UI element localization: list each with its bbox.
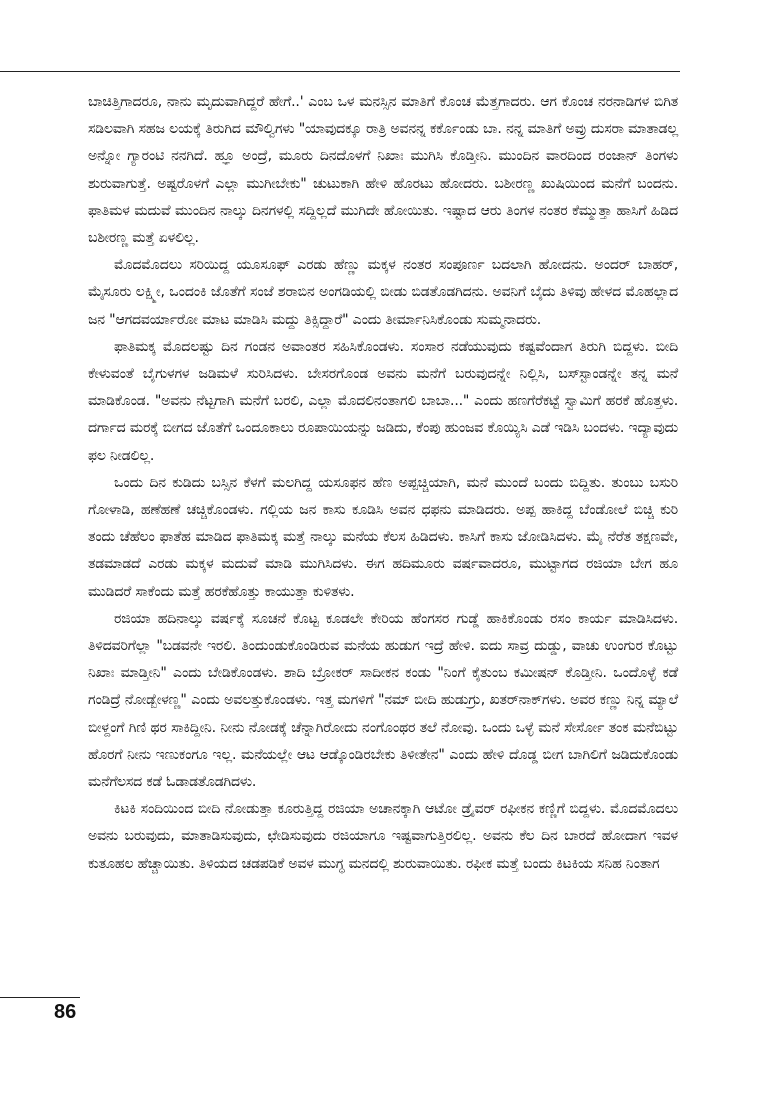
paragraph: ಒಂದು ದಿನ ಕುಡಿದು ಬಸ್ಸಿನ ಕೆಳಗೆ ಮಲಗಿದ್ದ ಯಸೂಫನ ಹೆಣ ಅಪ್ಪಚ್ಚಿಯಾಗಿ, ಮನೆ ಮುಂದೆ ಬಂದು ಬಿದ್ದಿತು. ತುಂಬು ಬಸುರಿ ಗೋಳಾಡಿ, ಹಣೆಹಣೆ ಚಚ್ಚಿಕೊಂಡಳು. ಗಲ್ಲಿಯ ಜನ ಕಾಸು ಕೂಡಿಸಿ ಅವನ ಧಫನು ಮಾಡಿದರು. ಅಪ್ಪ ಹಾಕಿದ್ದ ಬೆಂಡೋಲೆ ಬಿಚ್ಚಿ ಕುರಿ ತಂದು ಚೆಹೆಲಂ ಫಾತೆಹ ಮಾಡಿದ ಫಾತಿಮಕ್ಕ ಮತ್ತೆ ನಾಲ್ಕು ಮನೆಯ ಕೆಲಸ ಹಿಡಿದಳು. ಕಾಸಿಗೆ ಕಾಸು ಜೋಡಿಸಿದಳು. ಮೈ ನೆರೆತ ತಕ್ಷಣವೇ, ತಡಮಾಡದೆ ಎರಡು ಮಕ್ಕಳ ಮದುವೆ ಮಾಡಿ ಮುಗಿಸಿದಳು. ಈಗ ಹದಿಮೂರು ವರ್ಷವಾದರೂ, ಮುಟ್ಟಾಗದ ರಜಿಯಾ ಬೇಗ ಹೂ ಮುಡಿದರೆ ಸಾಕೆಂದು ಮತ್ತೆ ಹರಕೆಹೊತ್ತು ಕಾಯುತ್ತಾ ಕುಳಿತಳು. <box>88 474 678 600</box>
page-number: 86 <box>54 1001 77 1023</box>
paragraph: ಮೊದಮೊದಲು ಸರಿಯಿದ್ದ ಯೂಸೂಫ್ ಎರಡು ಹೆಣ್ಣು ಮಕ್ಕಳ ನಂತರ ಸಂಪೂರ್ಣ ಬದಲಾಗಿ ಹೋದನು. ಅಂದರ್ ಬಾಹರ್, ಮೈಸೂರು ಲಕ್ಷ್ಮೀ, ಒಂದಂಕಿ ಜೊತೆಗೆ ಸಂಜೆ ಶರಾಬಿನ ಅಂಗಡಿಯಲ್ಲಿ ಬೀಡು ಬಿಡತೊಡಗಿದನು. ಅವನಿಗೆ ಬೈದು ತಿಳಿವು ಹೇಳದ ಮೊಹಲ್ಲಾದ ಜನ "ಆಗದವರ್ಯಾರೋ ಮಾಟ ಮಾಡಿಸಿ ಮದ್ದು ತಿಕ್ಸಿದ್ದಾರೆ" ಎಂದು ತೀರ್ಮಾನಿಸಿಕೊಂಡು ಸುಮ್ಮನಾದರು. <box>88 257 678 328</box>
paragraph: ಬಾಚಿತ್ತಿಗಾದರೂ, ನಾನು ಮೃದುವಾಗಿದ್ದರೆ ಹೇಗೆ..' ಎಂಬ ಒಳ ಮನಸ್ಸಿನ ಮಾತಿಗೆ ಕೊಂಚ ಮೆತ್ತಗಾದರು. ಆಗ ಕೊಂಚ ನರನಾಡಿಗಳ ಬಿಗಿತ ಸಡಿಲವಾಗಿ ಸಹಜ ಲಯಕ್ಕೆ ತಿರುಗಿದ ಮೌಲ್ವಿಗಳು "ಯಾವುದಕ್ಕೂ ರಾತ್ರಿ ಅವನನ್ನ ಕರ್ಕೊಂಡು ಬಾ. ನನ್ನ ಮಾತಿಗೆ ಅವ್ರು ದುಸರಾ ಮಾತಾಡಲ್ಲ ಅನ್ನೋ ಗ್ಯಾರಂಟಿ ನನಗಿದೆ. ಹ್ಞೂ ಅಂದ್ರೆ, ಮೂರು ದಿನದೊಳಗೆ ನಿಖಾಃ ಮುಗಿಸಿ ಕೊಡ್ತೀನಿ. ಮುಂದಿನ ವಾರದಿಂದ ರಂಜಾನ್ ತಿಂಗಳು ಶುರುವಾಗುತ್ತೆ. ಅಷ್ಟರೊಳಗೆ ಎಲ್ಲಾ ಮುಗೀಬೇಕು" ಚುಟುಕಾಗಿ ಹೇಳಿ ಹೊರಟು ಹೋದರು. ಬಶೀರಣ್ಣ ಖುಷಿಯಿಂದ ಮನೆಗೆ ಬಂದನು. ಫಾತಿಮಳ ಮದುವೆ ಮುಂದಿನ ನಾಲ್ಕು ದಿನಗಳಲ್ಲಿ ಸದ್ದಿಲ್ಲದೆ ಮುಗಿದೇ ಹೋಯಿತು. ಇಷ್ಟಾದ ಆರು ತಿಂಗಳ ನಂತರ ಕೆಮ್ಮುತ್ತಾ ಹಾಸಿಗೆ ಹಿಡಿದ ಬಶೀರಣ್ಣ ಮತ್ತೆ ಏಳಲಿಲ್ಲ. <box>88 94 678 247</box>
header-rule <box>0 71 680 72</box>
paragraph: ಫಾತಿಮಕ್ಕ ಮೊದಲಷ್ಟು ದಿನ ಗಂಡನ ಅವಾಂತರ ಸಹಿಸಿಕೊಂಡಳು. ಸಂಸಾರ ನಡೆಯುವುದು ಕಷ್ಟವೆಂದಾಗ ತಿರುಗಿ ಬಿದ್ದಳು. ಬೀದಿ ಕೇಳುವಂತೆ ಬೈಗುಳಗಳ ಜಡಿಮಳೆ ಸುರಿಸಿದಳು. ಬೇಸರಗೊಂಡ ಅವನು ಮನೆಗೆ ಬರುವುದನ್ನೇ ನಿಲ್ಲಿಸಿ, ಬಸ್‍ಸ್ಟಾಂಡನ್ನೇ ತನ್ನ ಮನೆ ಮಾಡಿಕೊಂಡ. "ಅವನು ನೆಟ್ಟಗಾಗಿ ಮನೆಗೆ ಬರಲಿ, ಎಲ್ಲಾ ಮೊದಲಿನಂತಾಗಲಿ ಬಾಬಾ..." ಎಂದು ಹಣಗೆರೆಕಟ್ಟೆ ಸ್ವಾಮಿಗೆ ಹರಕೆ ಹೊತ್ತಳು. ದರ್ಗಾದ ಮರಕ್ಕೆ ಬೀಗದ ಜೊತೆಗೆ ಒಂದೂಕಾಲು ರೂಪಾಯಿಯನ್ನು ಜಡಿದು, ಕೆಂಪು ಹುಂಜವ ಕೊಯ್ಯಿಸಿ ಎಡೆ ಇಡಿಸಿ ಬಂದಳು. ಇದ್ಯಾವುದು ಫಲ ನೀಡಲಿಲ್ಲ. <box>88 338 678 464</box>
paragraph: ಕಿಟಕಿ ಸಂದಿಯಿಂದ ಬೀದಿ ನೋಡುತ್ತಾ ಕೂರುತ್ತಿದ್ದ ರಜಿಯಾ ಅಚಾನಕ್ಕಾಗಿ ಆಟೋ ಡ್ರೈವರ್ ರಫೀಕನ ಕಣ್ಣಿಗೆ ಬಿದ್ದಳು. ಮೊದಮೊದಲು ಅವನು ಬರುವುದು, ಮಾತಾಡಿಸುವುದು, ಛೇಡಿಸುವುದು ರಜಿಯಾಗೂ ಇಷ್ಟವಾಗುತ್ತಿರಲಿಲ್ಲ. ಅವನು ಕೆಲ ದಿನ ಬಾರದೆ ಹೋದಾಗ ಇವಳ ಕುತೂಹಲ ಹೆಚ್ಚಾಯಿತು. ತಿಳಿಯದ ಚಡಪಡಿಕೆ ಅವಳ ಮುಗ್ಧ ಮನದಲ್ಲಿ ಶುರುವಾಯಿತು. ರಫೀಕ ಮತ್ತೆ ಬಂದು ಕಿಟಕಿಯ ಸನಿಹ ನಿಂತಾಗ <box>88 801 678 872</box>
footer-rule <box>0 997 80 998</box>
body-text <box>88 89 678 878</box>
paragraph: ರಜಿಯಾ ಹದಿನಾಲ್ಕು ವರ್ಷಕ್ಕೆ ಸೂಚನೆ ಕೊಟ್ಟ ಕೂಡಲೇ ಕೇರಿಯ ಹೆಂಗಸರ ಗುಡ್ಡೆ ಹಾಕಿಕೊಂಡು ರಸಂ ಕಾರ್ಯ ಮಾಡಿಸಿದಳು. ತಿಳಿದವರಿಗೆಲ್ಲಾ "ಬಡವನೇ ಇರಲಿ. ತಿಂದುಂಡುಕೊಂಡಿರುವ ಮನೆಯ ಹುಡುಗ ಇದ್ರೆ ಹೇಳಿ. ಐದು ಸಾವ್ರ ದುಡ್ಡು, ವಾಚು ಉಂಗುರ ಕೊಟ್ಟು ನಿಖಾಃ ಮಾಡ್ತೀನಿ" ಎಂದು ಬೇಡಿಕೊಂಡಳು. ಶಾದಿ ಬ್ರೋಕರ್ ಸಾದೀಕನ ಕಂಡು "ನಿಂಗೆ ಕೈತುಂಬ ಕಮೀಷನ್ ಕೊಡ್ತೀನಿ. ಒಂದೊಳ್ಳೆ ಕಡೆ ಗಂಡಿದ್ರೆ ನೋಡ್ಬೇಳಣ್ಣ" ಎಂದು ಅವಲತ್ತುಕೊಂಡಳು. ಇತ್ತ ಮಗಳಿಗೆ "ನಮ್ ಬೀದಿ ಹುಡುಗ್ರು, ಖತರ್‌ನಾಕ್‌ಗಳು. ಅವರ ಕಣ್ಣು ನಿನ್ನ ಮ್ಯಾಲೆ ಬೀಳ್ದಂಗೆ ಗಿಣಿ ಥರ ಸಾಕಿದ್ದೀನಿ. ನೀನು ನೋಡಕ್ಕೆ ಚೆನ್ನಾಗಿರೋದು ನಂಗೊಂಥರ ತಲೆ ನೋವು. ಒಂದು ಒಳ್ಳೆ ಮನೆ ಸೇರ್ಸೋ ತಂಕ ಮನೆಬಿಟ್ಟು ಹೊರಗೆ ನೀನು ಇಣುಕಂಗೂ ಇಲ್ಲ. ಮನೆಯಲ್ಲೇ ಆಟ ಆಡ್ಕೊಂಡಿರಬೇಕು ತಿಳೀತೇನ" ಎಂದು ಹೇಳಿ ದೊಡ್ಡ ಬೀಗ ಬಾಗಿಲಿಗೆ ಜಡಿದುಕೊಂಡು ಮನೆಗೆಲಸದ ಕಡೆ ಓಡಾಡತೊಡಗಿದಳು. <box>88 610 678 791</box>
